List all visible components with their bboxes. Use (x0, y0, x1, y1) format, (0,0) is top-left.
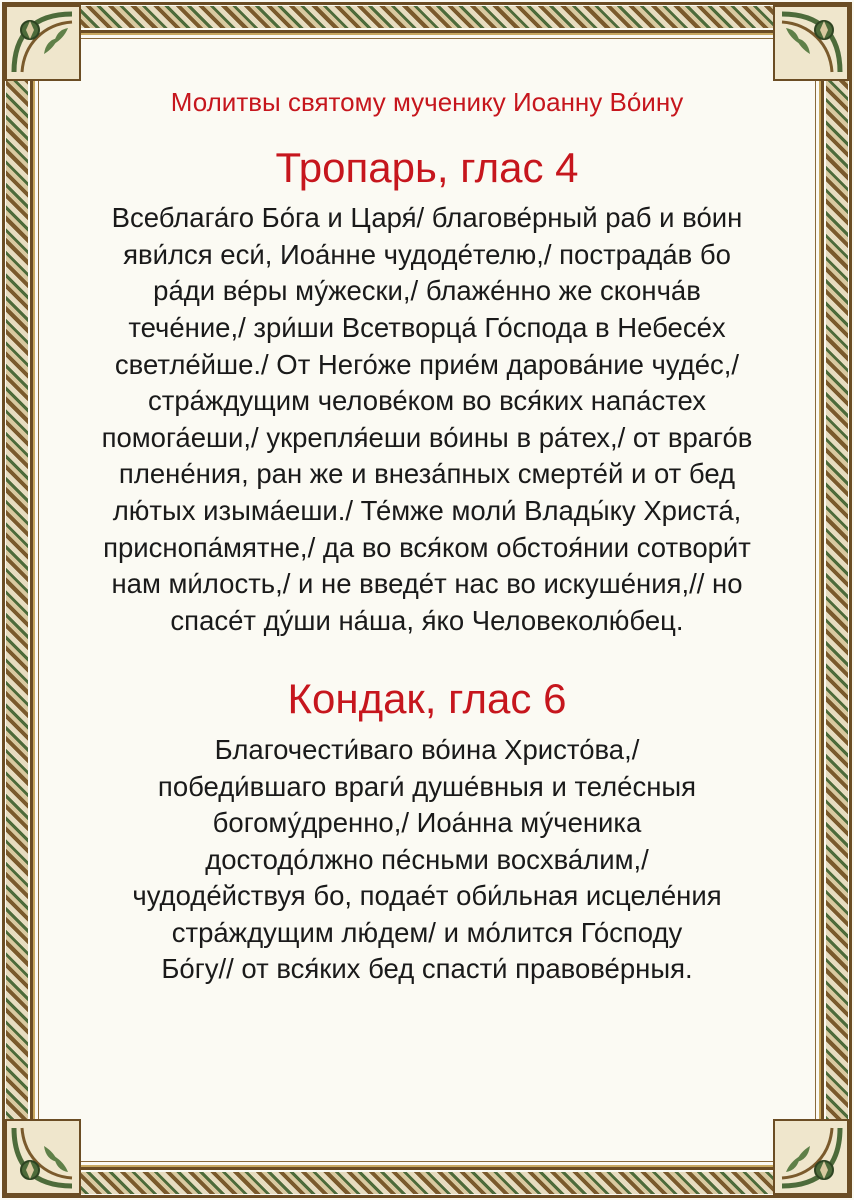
floral-corner-ornament-icon (772, 1118, 850, 1196)
floral-corner-ornament-icon (4, 4, 82, 82)
troparion-title: Тропарь, глас 4 (275, 143, 579, 191)
page-title: Молитвы святому мученику Иоанну Во́ину (170, 87, 684, 117)
troparion-text: Всеблага́го Бо́га и Царя́/ благове́рный раб и во́ин яви́лся еси́, Иоа́нне чудоде́телю,/ пострада́в бо ра́ди ве́ры му́жески,/ блаже́нно же сконча́в тече́ние,/ зри́ши Всетворца́ Го́спода в Небесе́х светле́йше./ От Него́же прие́м дарова́ние чуде́с,/ стра́ждущим челове́ком во вся́ких напа́стех помога́еши,/ укрепля́еши во́ины в ра́тех,/ от враго́в плене́ния, ран же и внеза́пных смерте́й и от бед лю́тых изыма́еши./ Те́мже моли́ Влады́ку Христа́, приснопа́мятне,/ да во вся́ком обстоя́нии сотвори́т нам ми́лость,/ и не введе́т нас во искуше́ния,// но спасе́т ду́ши на́ша, я́ко Человеколю́бец. (101, 202, 753, 636)
prayer-content (60, 80, 794, 988)
kontakion-title: Кондак, глас 6 (287, 675, 567, 723)
floral-corner-ornament-icon (4, 1118, 82, 1196)
floral-corner-ornament-icon (772, 4, 850, 82)
kontakion-text: Благочести́ваго во́ина Христо́ва,/ победи́вшаго враги́ душе́вныя и теле́сныя богому́дренно,/ Иоа́нна му́ченика достодо́лжно пе́сньми восхва́лим,/ чудоде́йствуя бо, подае́т оби́льная исцеле́ния стра́ждущим лю́дем/ и мо́лится Го́споду Бо́гу// от вся́ких бед спасти́ правове́рныя. (132, 733, 722, 985)
